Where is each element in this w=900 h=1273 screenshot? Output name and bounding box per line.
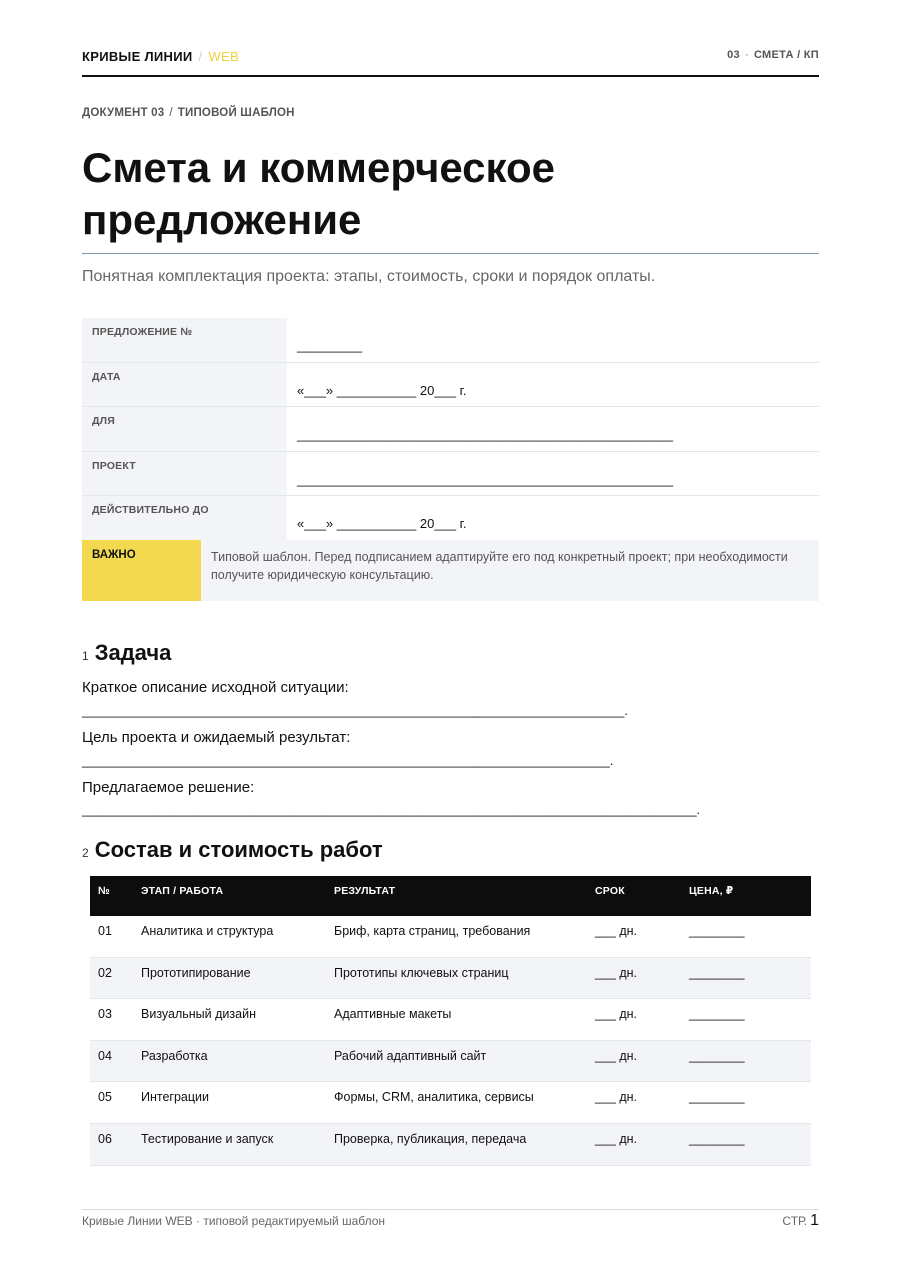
row-number: 04 xyxy=(98,1048,112,1063)
table-row xyxy=(90,1041,811,1083)
meta-label: ДЕЙСТВИТЕЛЬНО ДО xyxy=(82,496,287,541)
client-field[interactable]: ____________________________________________________ xyxy=(297,427,673,442)
column-header-term: СРОК xyxy=(595,885,625,897)
solution-field[interactable]: _____________________________________________________________________________________. xyxy=(82,802,701,817)
brand-logo xyxy=(82,49,239,64)
solution-label: Предлагаемое решение: xyxy=(82,779,255,796)
footer-divider xyxy=(82,1209,819,1210)
section-works-heading xyxy=(82,837,383,863)
offer-number-field[interactable]: _________ xyxy=(297,338,363,353)
row-term-field[interactable]: ___ дн. xyxy=(595,965,637,980)
column-header-number: № xyxy=(98,885,110,897)
row-number: 03 xyxy=(98,1007,112,1022)
kicker-separator: / xyxy=(169,107,173,119)
meta-label: ПРЕДЛОЖЕНИЕ № xyxy=(82,318,287,362)
row-stage: Разработка xyxy=(141,1048,208,1063)
important-label: ВАЖНО xyxy=(82,540,201,601)
meta-row-date xyxy=(82,363,819,408)
document-type: СМЕТА / КП xyxy=(753,49,819,61)
valid-until-field[interactable]: «___» ___________ 20___ г. xyxy=(297,516,467,531)
table-row xyxy=(90,1082,811,1124)
row-term-field[interactable]: ___ дн. xyxy=(595,1090,637,1105)
meta-label: ДЛЯ xyxy=(82,407,287,451)
meta-row-project xyxy=(82,452,819,497)
row-number: 02 xyxy=(98,965,112,980)
row-result: Прототипы ключевых страниц xyxy=(334,965,509,980)
column-header-stage: ЭТАП / РАБОТА xyxy=(141,885,224,897)
situation-label: Краткое описание исходной ситуации: xyxy=(82,679,349,696)
row-price-field[interactable]: ________ xyxy=(689,1007,745,1022)
column-header-price: ЦЕНА, ₽ xyxy=(689,885,734,897)
date-field[interactable]: «___» ___________ 20___ г. xyxy=(297,382,467,398)
table-row xyxy=(90,916,811,958)
table-row xyxy=(90,1124,811,1166)
header-bar xyxy=(82,47,819,77)
document-kicker xyxy=(82,107,295,119)
section-task-heading xyxy=(82,640,171,666)
row-term-field[interactable]: ___ дн. xyxy=(595,1131,637,1146)
row-number: 05 xyxy=(98,1090,112,1105)
row-term-field[interactable]: ___ дн. xyxy=(595,924,637,938)
page-title xyxy=(82,142,819,246)
meta-row-client xyxy=(82,407,819,452)
project-field[interactable]: ____________________________________________________ xyxy=(297,471,673,487)
row-result: Проверка, публикация, передача xyxy=(334,1131,527,1146)
row-result: Адаптивные макеты xyxy=(334,1007,452,1022)
works-table xyxy=(90,876,811,1166)
meta-label: ПРОЕКТ xyxy=(82,452,287,496)
important-text: Типовой шаблон. Перед подписанием адаптируйте его под конкретный проект; при необходимости получите юридическую консультацию. xyxy=(211,550,788,582)
row-price-field[interactable]: ________ xyxy=(689,1090,745,1105)
meta-label: ДАТА xyxy=(82,363,287,407)
row-price-field[interactable]: ________ xyxy=(689,1048,745,1063)
document-reference xyxy=(727,49,819,61)
row-price-field[interactable]: ________ xyxy=(689,1131,745,1146)
page-label: СТР. xyxy=(782,1214,808,1228)
document-number: 03 xyxy=(727,49,740,61)
row-number: 06 xyxy=(98,1131,112,1146)
title-divider xyxy=(82,253,819,254)
document-reference-dot: · xyxy=(744,49,749,61)
row-price-field[interactable]: ________ xyxy=(689,965,745,980)
page-number-value: 1 xyxy=(810,1212,819,1229)
goal-label: Цель проекта и ожидаемый результат: xyxy=(82,729,351,746)
goal-field[interactable]: _________________________________________________________________________. xyxy=(82,753,614,768)
proposal-meta-table xyxy=(82,318,819,541)
row-price-field[interactable]: ________ xyxy=(689,924,745,938)
kicker-document: ДОКУМЕНТ 03 xyxy=(82,107,165,119)
page-subtitle: Понятная комплектация проекта: этапы, стоимость, сроки и порядок оплаты. xyxy=(82,268,656,285)
column-header-result: РЕЗУЛЬТАТ xyxy=(334,885,396,897)
meta-row-offer-number xyxy=(82,318,819,363)
table-row xyxy=(90,958,811,1000)
row-stage: Интеграции xyxy=(141,1090,210,1105)
table-row xyxy=(90,999,811,1041)
row-term-field[interactable]: ___ дн. xyxy=(595,1007,637,1022)
situation-field[interactable]: ___________________________________________________________________________. xyxy=(82,703,628,718)
meta-row-valid-until xyxy=(82,496,819,541)
brand-separator: / xyxy=(198,49,203,64)
row-number: 01 xyxy=(98,924,112,938)
page-number xyxy=(782,1212,819,1230)
row-term-field[interactable]: ___ дн. xyxy=(595,1048,637,1063)
row-stage: Аналитика и структура xyxy=(141,924,274,938)
section-number: 2 xyxy=(82,846,89,860)
kicker-template: ТИПОВОЙ ШАБЛОН xyxy=(177,107,295,119)
row-result: Рабочий адаптивный сайт xyxy=(334,1048,487,1063)
section-number: 1 xyxy=(82,649,89,663)
row-stage: Визуальный дизайн xyxy=(141,1007,256,1022)
row-stage: Тестирование и запуск xyxy=(141,1131,274,1146)
works-table-header xyxy=(90,876,811,916)
brand-accent: WEB xyxy=(208,49,239,64)
section-title: Состав и стоимость работ xyxy=(94,837,383,862)
row-stage: Прототипирование xyxy=(141,965,251,980)
row-result: Бриф, карта страниц, требования xyxy=(334,924,531,938)
footer-note: Кривые Линии WEB · типовой редактируемый шаблон xyxy=(82,1214,386,1228)
page-title-line-1: Смета и коммерческое xyxy=(82,144,555,191)
brand-name: КРИВЫЕ ЛИНИИ xyxy=(82,49,193,64)
important-notice xyxy=(82,540,819,601)
page-title-line-2: предложение xyxy=(82,196,362,243)
section-title: Задача xyxy=(94,640,172,665)
row-result: Формы, CRM, аналитика, сервисы xyxy=(334,1090,534,1105)
